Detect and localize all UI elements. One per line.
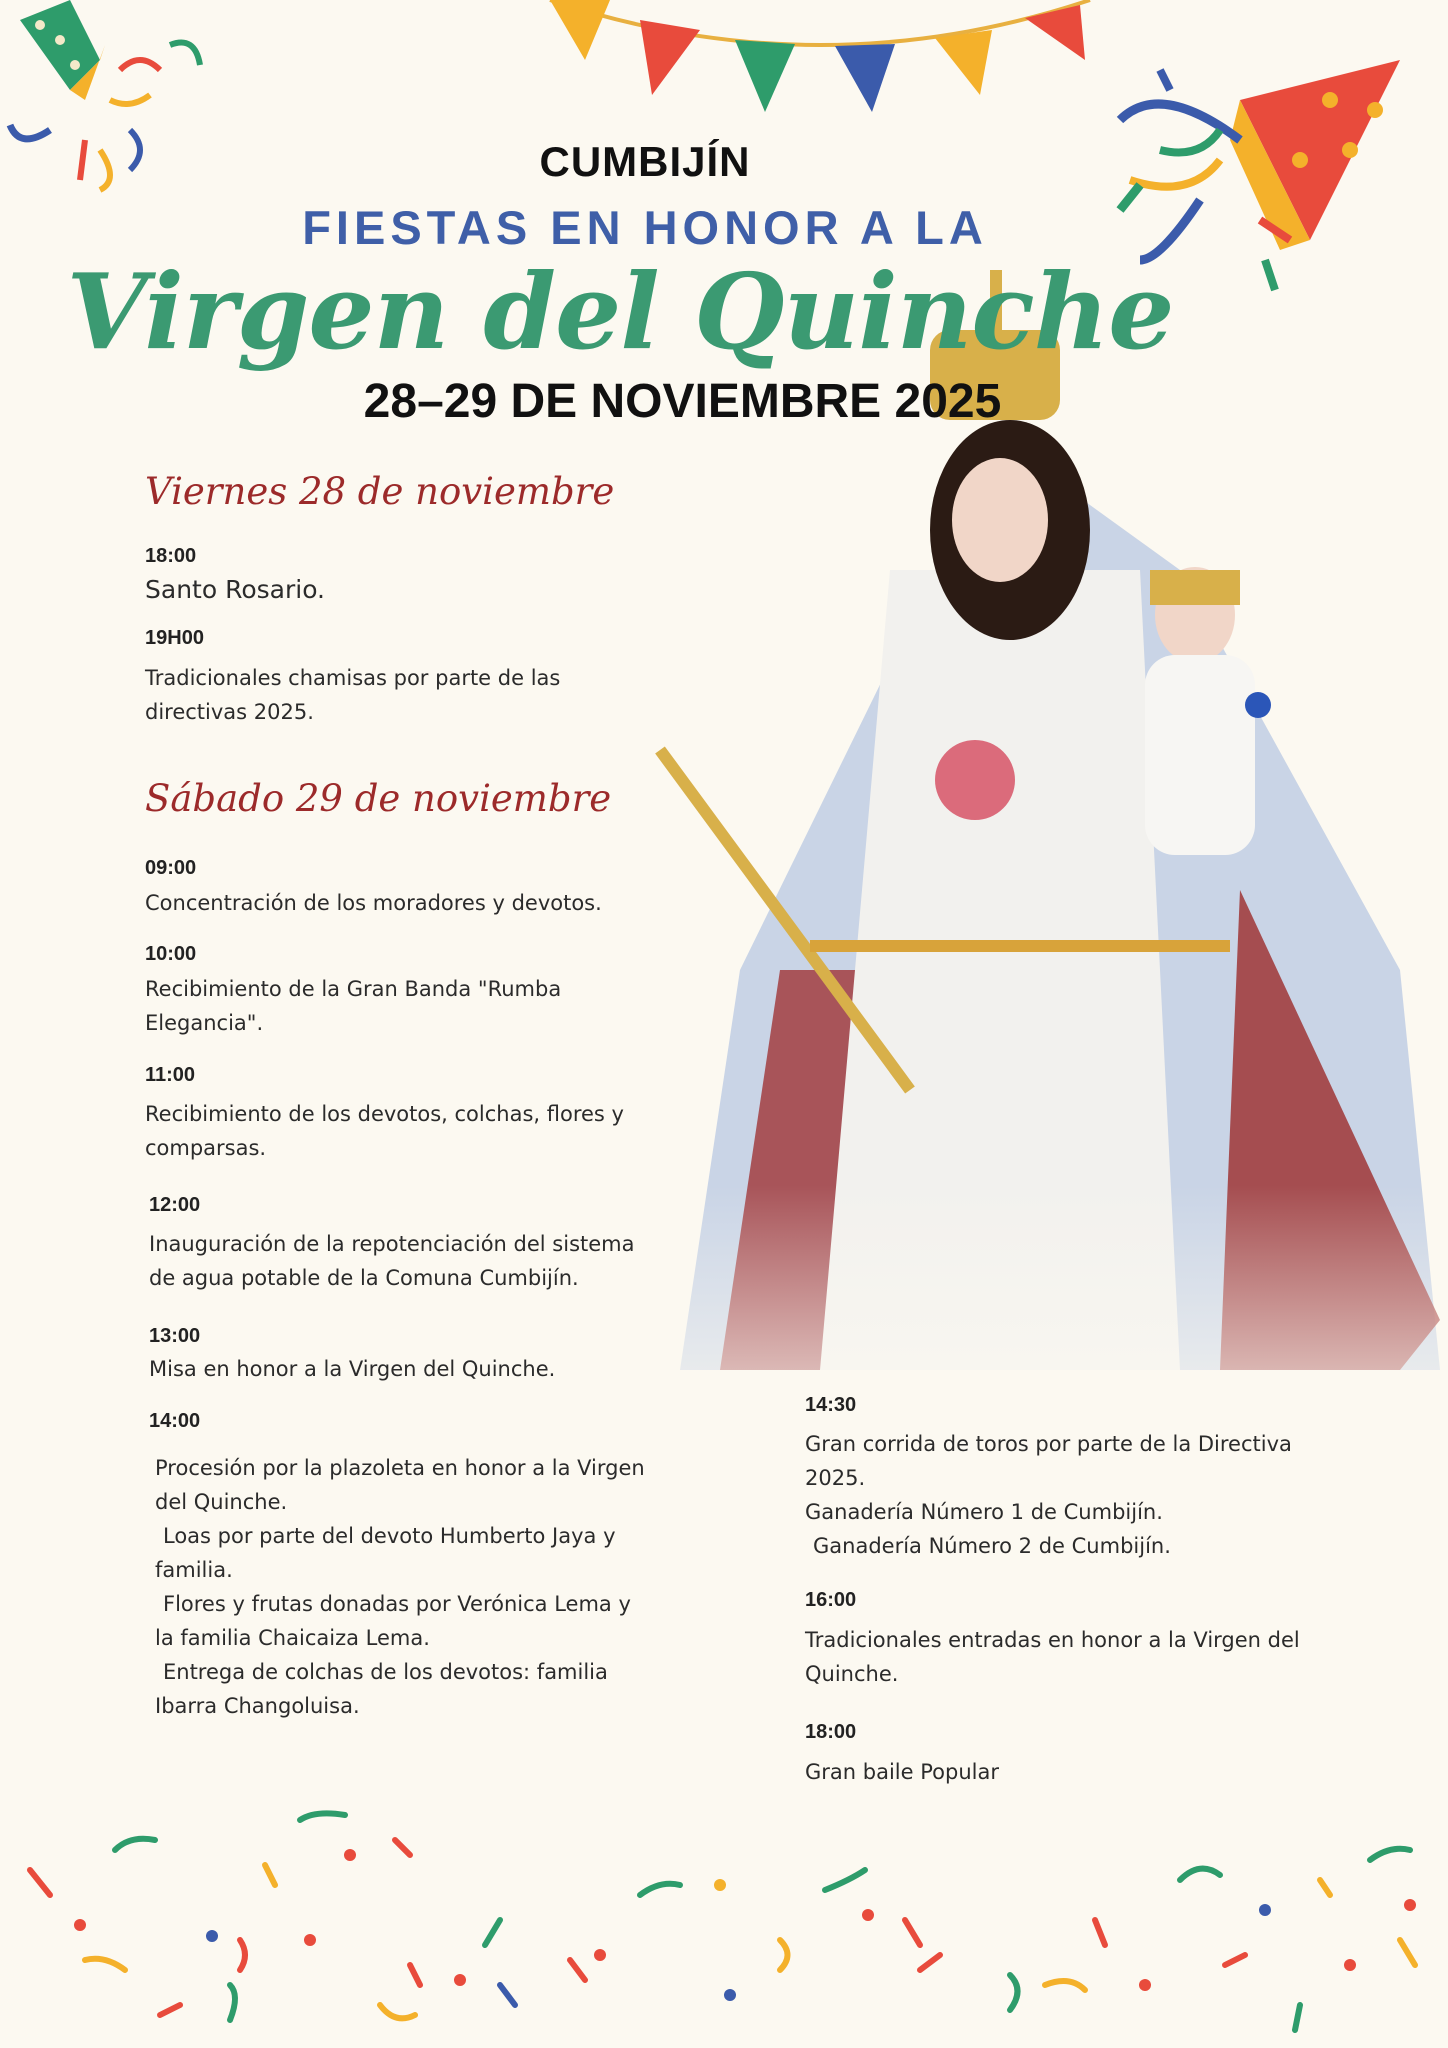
event-line: Recibimiento de los devotos, colchas, flores y: [145, 1102, 624, 1126]
saturday-event-6-time: 14:00: [149, 1410, 201, 1432]
event-line: Quinche.: [805, 1662, 899, 1686]
event-line: Recibimiento de la Gran Banda "Rumba: [145, 977, 562, 1001]
friday-event-2-text: [145, 661, 560, 729]
event-line: Gran baile Popular: [805, 1760, 999, 1784]
event-subtitle: FIESTAS EN HONOR A LA: [302, 201, 988, 254]
event-line: Santo Rosario.: [145, 575, 325, 604]
friday-heading: Viernes 28 de noviembre: [145, 470, 615, 513]
saturday-event-3-time: 11:00: [145, 1064, 196, 1086]
saturday-event-8-time: 16:00: [805, 1589, 857, 1611]
event-line: Concentración de los moradores y devotos.: [145, 891, 602, 915]
event-line: Inauguración de la repotenciación del sistema: [149, 1232, 635, 1256]
event-line: comparsas.: [145, 1136, 267, 1160]
event-line: la familia Chaicaiza Lema.: [155, 1626, 430, 1650]
event-line: Gran corrida de toros por parte de la Directiva: [805, 1432, 1292, 1456]
event-line: Procesión por la plazoleta en honor a la Virgen: [155, 1456, 645, 1480]
event-line: del Quinche.: [155, 1490, 288, 1514]
virgin-statue-image: [620, 270, 1448, 1490]
event-line: Loas por parte del devoto Humberto Jaya y: [163, 1524, 616, 1548]
event-dates: 28–29 DE NOVIEMBRE 2025: [363, 375, 1002, 428]
saturday-event-6-text: [155, 1451, 645, 1723]
event-line: de agua potable de la Comuna Cumbijín.: [149, 1266, 579, 1290]
saturday-event-3-text: [145, 1097, 624, 1165]
event-line: Ganadería Número 1 de Cumbijín.: [805, 1500, 1163, 1524]
saturday-event-9-text: [805, 1755, 999, 1789]
event-line: 2025.: [805, 1466, 866, 1490]
saturday-event-1-text: [145, 886, 602, 920]
event-line: familia.: [155, 1558, 233, 1582]
event-line: Tradicionales entradas en honor a la Virgen del: [805, 1628, 1300, 1652]
friday-event-1-text: [145, 573, 325, 607]
event-title: Virgen del Quinche: [66, 250, 1174, 373]
saturday-event-7-time: 14:30: [805, 1394, 857, 1416]
place-name: CUMBIJÍN: [539, 138, 751, 185]
event-line: Flores y frutas donadas por Verónica Lema y: [163, 1592, 631, 1616]
saturday-event-9-time: 18:00: [805, 1721, 857, 1743]
event-line: Ibarra Changoluisa.: [155, 1694, 360, 1718]
saturday-event-1-time: 09:00: [145, 857, 197, 879]
saturday-event-2-text: [145, 972, 561, 1040]
event-line: directivas 2025.: [145, 700, 314, 724]
friday-event-1-time: 18:00: [145, 545, 197, 567]
event-line: Tradicionales chamisas por parte de las: [145, 666, 561, 690]
event-line: Entrega de colchas de los devotos: familia: [163, 1660, 608, 1684]
saturday-event-4-time: 12:00: [149, 1194, 201, 1216]
bunting-flags-icon: [540, 0, 1100, 120]
saturday-heading: Sábado 29 de noviembre: [145, 777, 612, 820]
confetti-icon: [0, 1790, 1448, 2048]
saturday-event-8-text: [805, 1623, 1300, 1691]
saturday-event-5-text: [149, 1352, 555, 1386]
event-line: Misa en honor a la Virgen del Quinche.: [149, 1357, 556, 1381]
event-line: Ganadería Número 2 de Cumbijín.: [813, 1534, 1171, 1558]
event-line: Elegancia".: [145, 1011, 264, 1035]
saturday-event-5-time: 13:00: [149, 1325, 201, 1347]
saturday-event-4-text: [149, 1227, 635, 1295]
saturday-event-2-time: 10:00: [145, 943, 197, 965]
friday-event-2-time: 19H00: [145, 627, 204, 649]
saturday-event-7-text: [805, 1427, 1292, 1563]
